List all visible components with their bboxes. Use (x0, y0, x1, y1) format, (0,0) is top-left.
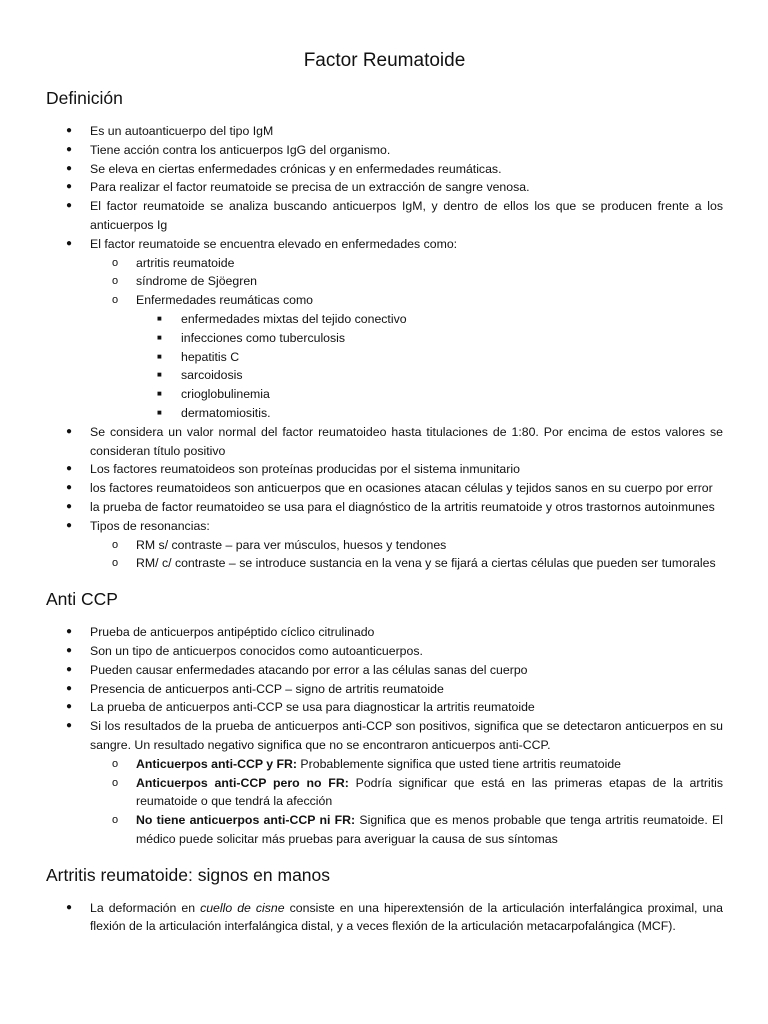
sub-sub-list-item-text: enfermedades mixtas del tejido conectivo (181, 311, 407, 326)
circle-bullet-icon: o (112, 294, 119, 307)
list-item-text: Si los resultados de la prueba de anticuerpos anti-CCP son positivos, significa que se detectaron anticuerpos en su sangre. Un resultado negativo significa que no se encontraron anticuerpos anti-CCP. (90, 719, 723, 752)
bullet-icon: ● (66, 162, 73, 174)
bullet-icon: ● (66, 644, 73, 656)
sub-list-item-text: artritis reumatoide (136, 255, 235, 270)
bullet-list (46, 899, 723, 937)
list-item (46, 197, 723, 235)
sub-list-item (90, 291, 723, 423)
list-item-text: Los factores reumatoideos son proteínas producidas por el sistema inmunitario (90, 462, 520, 477)
square-bullet-icon: ■ (157, 351, 162, 361)
sub-sub-list-item (136, 366, 723, 385)
circle-bullet-icon: o (112, 557, 119, 570)
section-anti-ccp (46, 587, 723, 849)
square-bullet-icon: ■ (157, 313, 162, 323)
list-item (46, 160, 723, 179)
document-title: Factor Reumatoide (303, 50, 466, 71)
result-text: Podría significar que está en las primeras etapas de la artritis reumatoide o que tendrá la afección (136, 775, 724, 809)
list-item-text: El factor reumatoide se analiza buscando anticuerpos IgM, y dentro de ellos los que se producen frente a los anticuerpos Ig (90, 199, 723, 232)
square-bullet-icon: ■ (157, 332, 162, 342)
section-heading: Definición (46, 88, 123, 108)
sub-list-item (90, 755, 723, 774)
square-bullet-icon: ■ (157, 370, 162, 380)
result-label: Anticuerpos anti-CCP pero no FR: (136, 775, 349, 790)
list-item-text: El factor reumatoide se encuentra elevado en enfermedades como: (90, 236, 458, 251)
sub-list-item-text: síndrome de Sjöegren (136, 274, 257, 289)
list-item-text: consiste en una hiperextensión de la articulación interfalángica proximal, una flexión de la articulación interfalángica distal, y a veces flexión de la articulación metacarpofalángica (MCF). (90, 900, 723, 934)
section-heading: Anti CCP (46, 589, 118, 610)
bullet-icon: ● (66, 237, 73, 249)
bullet-icon: ● (66, 463, 73, 475)
sub-list (90, 536, 723, 574)
list-item-text: La deformación en (90, 900, 201, 915)
result-label: No tiene anticuerpos anti-CCP ni FR: (136, 813, 356, 828)
list-item (46, 642, 723, 661)
bullet-list (46, 623, 723, 849)
sub-sub-list-item (136, 329, 723, 348)
sub-list-item-text: RM/ c/ contraste – se introduce sustancia en la vena y se fijará a ciertas células que pueden ser tumorales (136, 556, 716, 571)
sub-list-item (90, 254, 723, 273)
list-item (46, 623, 723, 642)
sub-sub-list (136, 310, 723, 423)
sub-list-item (90, 272, 723, 291)
list-item (46, 122, 723, 141)
sub-sub-list-item (136, 404, 723, 423)
list-item (46, 479, 723, 498)
bullet-icon: ● (66, 143, 73, 155)
sub-list-item (90, 811, 723, 849)
list-item-text: la prueba de factor reumatoideo se usa para el diagnóstico de la artritis reumatoide y otros trastornos autoinmunes (90, 499, 715, 514)
list-item-text: La prueba de anticuerpos anti-CCP se usa para diagnosticar la artritis reumatoide (90, 700, 535, 715)
circle-bullet-icon: o (112, 814, 119, 827)
list-item (46, 460, 723, 479)
sub-sub-list-item (136, 310, 723, 329)
result-label: Anticuerpos anti-CCP y FR: (136, 756, 298, 771)
sub-sub-list-item (136, 385, 723, 404)
sub-list-item-text: Enfermedades reumáticas como (136, 293, 314, 308)
bullet-icon: ● (66, 125, 73, 136)
section-definicion (46, 86, 723, 573)
square-bullet-icon: ■ (157, 407, 162, 417)
italic-term: cuello de cisne (200, 900, 285, 915)
list-item-text: Prueba de anticuerpos antipéptido cíclico citrulinado (90, 625, 375, 640)
list-item (46, 899, 723, 937)
bullet-icon: ● (66, 720, 73, 732)
circle-bullet-icon: o (112, 256, 119, 269)
circle-bullet-icon: o (112, 275, 119, 288)
list-item-text: Tiene acción contra los anticuerpos IgG del organismo. (90, 142, 391, 157)
list-item-text: Para realizar el factor reumatoide se precisa de un extracción de sangre venosa. (90, 180, 530, 195)
result-text: Probablemente significa que usted tiene artritis reumatoide (297, 756, 622, 771)
list-item-text: los factores reumatoideos son anticuerpos que en ocasiones atacan células y tejidos sanos en su cuerpo por error (90, 481, 713, 496)
bullet-icon: ● (66, 701, 73, 713)
list-item-text: Es un autoanticuerpo del tipo IgM (90, 124, 274, 138)
list-item (46, 698, 723, 717)
sub-list-item (90, 536, 723, 555)
sub-sub-list-item-text: infecciones como tuberculosis (181, 330, 346, 345)
list-item-text: Pueden causar enfermedades atacando por error a las células sanas del cuerpo (90, 662, 528, 677)
circle-bullet-icon: o (112, 776, 119, 789)
sub-list (90, 755, 723, 849)
sub-list-item (90, 774, 723, 812)
bullet-icon: ● (66, 663, 73, 675)
sub-sub-list-item-text: dermatomiositis. (181, 405, 271, 420)
square-bullet-icon: ■ (157, 389, 162, 399)
circle-bullet-icon: o (112, 757, 119, 770)
sub-sub-list-item-text: sarcoidosis (181, 368, 243, 383)
circle-bullet-icon: o (112, 538, 119, 551)
bullet-icon: ● (66, 425, 73, 437)
list-item (46, 661, 723, 680)
list-item-text: Son un tipo de anticuerpos conocidos como autoanticuerpos. (90, 643, 423, 658)
bullet-icon: ● (66, 626, 73, 638)
bullet-icon: ● (66, 901, 73, 913)
list-item (46, 141, 723, 160)
list-item (46, 235, 723, 423)
sub-sub-list-item-text: crioglobulinemia (181, 387, 270, 402)
list-item (46, 517, 723, 573)
bullet-icon: ● (66, 181, 73, 193)
list-item-text: Tipos de resonancias: (90, 518, 210, 533)
list-item-text: Presencia de anticuerpos anti-CCP – signo de artritis reumatoide (90, 681, 444, 696)
bullet-icon: ● (66, 482, 73, 494)
sub-list (90, 254, 723, 423)
section-artritis-manos (46, 863, 723, 937)
result-text: Significa que es menos probable que tenga artritis reumatoide. El médico puede solicitar más pruebas para averiguar la causa de sus síntomas (136, 813, 723, 846)
list-item-text: Se considera un valor normal del factor reumatoideo hasta titulaciones de 1:80. Por encima de estos valores se consideran título positivo (90, 424, 723, 458)
list-item (46, 498, 723, 517)
bullet-list (46, 122, 723, 573)
sub-list-item-text: RM s/ contraste – para ver músculos, huesos y tendones (136, 537, 447, 552)
list-item (46, 680, 723, 699)
bullet-icon: ● (66, 500, 73, 512)
section-heading: Artritis reumatoide: signos en manos (46, 864, 331, 885)
list-item (46, 423, 723, 461)
bullet-icon: ● (66, 200, 73, 212)
sub-list-item (90, 554, 723, 573)
list-item (46, 178, 723, 197)
bullet-icon: ● (66, 682, 73, 694)
list-item-text: Se eleva en ciertas enfermedades crónicas y en enfermedades reumáticas. (90, 161, 502, 176)
sub-sub-list-item-text: hepatitis C (181, 349, 240, 364)
list-item (46, 717, 723, 849)
bullet-icon: ● (66, 519, 73, 531)
sub-sub-list-item (136, 348, 723, 367)
